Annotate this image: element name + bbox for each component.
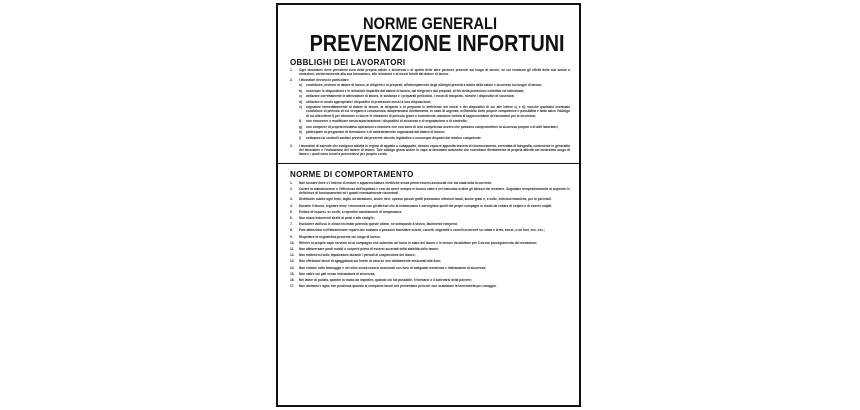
safety-notice-sign — [276, 3, 581, 407]
item-text: Escludere dall'uso le chiavi inclinate potendo queste ultime, se sottoposte a sforzo, facilmente rompersi; — [299, 222, 458, 227]
sub-letter: b) — [299, 88, 303, 93]
obblighi-list — [290, 68, 570, 156]
sub-item — [299, 83, 570, 87]
sub-list — [299, 83, 570, 139]
list-item — [290, 222, 570, 226]
item-text: Rispettare la segnaletica presente nel luogo di lavoro. — [299, 234, 381, 239]
sub-letter: d) — [299, 99, 303, 104]
sub-text: segnalare immediatamente al datore di lavoro, al dirigente o al preposto le deficienze dei mezzi e dei dispositivi di cui alle lettere c) e d), nonché qualsiasi eventuale condizione di pericolo di cui vengano a conoscenza, adoperandosi direttamente, in caso di urgenza, nell'ambito delle proprie competenze e possibilità e fatto salvo l'obbligo di cui alla lettera f) per eliminare o ridurre le situazioni di pericolo grave e incombente, dandone notizia al rappresentante dei lavoratori per la sicurezza; — [306, 105, 570, 118]
sub-letter: a) — [299, 83, 302, 88]
sub-letter: g) — [299, 124, 303, 129]
item-text: I lavoratori devono in particolare: — [299, 77, 350, 82]
item-text: Durante il lavoro, regolare bene i movimenti con gli attrezzi che al imbracciano e sorvegliare quelli dei propri compagni in modo da evitare di colpire o di essere colpiti. — [299, 203, 553, 208]
item-number: 13. — [290, 259, 295, 264]
list-item — [290, 247, 570, 251]
item-text: Fare attenzione nell'attraversare reparti ove sostano o possono transitare veicoli, carrelli, vagonetti o carrelli scorrenti su rotaie e terra, sense, o su funi, ecc. ecc.; — [299, 228, 545, 233]
item-text: Non attraversare ponti mobili o scoperti prima di essersi accertati della stabilità delle tavole; — [299, 246, 439, 251]
comportamento-list — [290, 181, 570, 288]
sub-item — [299, 89, 570, 93]
item-text: Evitare di esporsi, se scelti, a repentini cambiamenti di temperatura. — [299, 209, 403, 214]
item-number: 1. — [290, 180, 293, 185]
list-item — [290, 259, 570, 263]
sub-text: non rimuovere o modificare senza autorizzazione i dispositivi di sicurezza o di segnalazione o di controllo; — [306, 119, 468, 124]
sub-letter: c) — [299, 94, 302, 99]
list-item — [290, 144, 570, 156]
list-item — [290, 235, 570, 239]
item-number: 11. — [290, 246, 295, 251]
item-number: 8. — [290, 228, 293, 233]
section-heading-obblighi: OBBLIGHI DEI LAVORATORI — [290, 58, 406, 67]
item-number: 3. — [290, 143, 293, 148]
item-number: 4. — [290, 203, 293, 208]
sub-item — [299, 105, 570, 117]
sub-item — [299, 100, 570, 104]
sub-text: contribuire, insieme al datore di lavoro, ai dirigenti e ai preposti, all'adempimento degli obblighi previsti a tutela della salute e sicurezza sui luoghi di lavoro; — [306, 83, 543, 88]
item-number: 5. — [290, 209, 293, 214]
item-number: 14. — [290, 265, 295, 270]
list-item — [290, 241, 570, 245]
list-item — [290, 68, 570, 76]
item-text: Non toccare linee o l'interno di motori e apparecchiature elettriche senza prima essersi assicurati che sia stata tolta la corrente. — [299, 180, 493, 185]
list-item — [290, 272, 570, 276]
sub-item — [299, 119, 570, 123]
list-item — [290, 216, 570, 220]
item-number: 10. — [290, 240, 295, 245]
item-number: 15. — [290, 271, 295, 276]
list-item — [290, 228, 570, 232]
list-item — [290, 187, 570, 195]
list-item — [290, 78, 570, 82]
item-text: Riferire al proprio capo servizio ed al compagno che subentra nel turno lo stato del lavoro e le misure da adottare per il sicuro proseguimento del medesimo; — [299, 240, 538, 245]
item-text: Non usare indumenti stretti ai polsi e alle caviglie; — [299, 216, 375, 221]
sub-letter: i) — [299, 135, 301, 140]
item-number: 9. — [290, 234, 293, 239]
list-item — [290, 253, 570, 257]
sub-text: utilizzare correttamente le attrezzature di lavoro, le sostanze e i preparati pericolosi, i mezzi di trasporto, nonché i dispositivi di sicurezza; — [306, 94, 515, 99]
section-divider — [278, 163, 579, 164]
item-text: Ogni lavoratore deve prendersi cura della propria salute e sicurezza e di quella delle altre persone presenti sul luogo di lavoro, su cui ricadono gli effetti delle sue azioni o omissioni, conformemente alla sua formazione, alle istruzioni e ai mezzi forniti dal datore di lavoro. — [299, 68, 570, 77]
sub-item — [299, 136, 570, 140]
item-text: Distribuire subito ogni forte, taglio od abrasione, anche lievi; spesso piccoli graffi provocano infezioni locali, anche gravi e, a volte, infezioni tetaniche, per lo più letali. — [299, 197, 552, 202]
sub-letter: f) — [299, 119, 302, 124]
sub-item — [299, 130, 570, 134]
item-number: 16. — [290, 277, 295, 282]
item-number: 7. — [290, 222, 293, 227]
sub-letter: h) — [299, 130, 303, 135]
list-item — [290, 204, 570, 208]
list-item — [290, 266, 570, 270]
item-text: Non effettuare lavori di sgaggiatura sul fronte di cava se non debitamente assicurati alla fune; — [299, 259, 442, 264]
item-text: Curare la manutenzione e l'efficienza dell'impianto e così da avere sempre in buono stato e nel massimo ordine gli attrezzi del mestiere. Segnalare tempestivamente ai superiori le deficienze di funzionamento ed i guasti eventualmente riscontrati. — [299, 187, 570, 196]
sub-item — [299, 125, 570, 129]
list-item — [290, 278, 570, 282]
item-number: 2. — [290, 187, 293, 192]
sub-letter: e) — [299, 105, 302, 110]
item-text: Non entrare nelle tramoggie e nei silos senza essersi assicurati con fune di adeguata resistenza e imbracatura di sicurezza; — [299, 265, 487, 270]
list-item — [290, 284, 570, 288]
item-text: I lavoratori di aziende che svolgono attività in regime di appalto o subappalto, devono esporre apposita tessera di riconoscimento, corredata di fotografia, contenente le generalità del lavoratore e l'indicazione del datore di lavoro. Tale obbligo grava anche in capo ai lavoratori autonomi che esercitano direttamente la propria attività nel medesimo luogo di lavoro, i quali sono tenuti a provvedervi per proprio conto. — [299, 143, 570, 156]
list-item — [290, 197, 570, 201]
title-line-1: NORME GENERALI — [362, 14, 498, 33]
sub-text: sottoporsi ai controlli sanitari previsti dal presente decreto legislativo o comunque disposti dal medico competente. — [306, 135, 482, 140]
sub-text: osservare le disposizioni e le istruzioni impartite dal datore di lavoro, dai dirigenti e dai preposti, ai fini della protezione collettiva ed individuale; — [306, 88, 525, 93]
section-heading-comportamento: NORME DI COMPORTAMENTO — [290, 169, 414, 179]
sub-text: non compiere di propria iniziativa operazioni o manovre che non sono di loro competenza ovvero che possono compromettere la sicurezza propria o di altri lavoratori; — [306, 124, 559, 129]
item-number: 2. — [290, 77, 293, 82]
item-number: 12. — [290, 253, 295, 258]
item-text: Non salire sui pali senza imbracatura di sicurezza; — [299, 271, 376, 276]
item-number: 6. — [290, 216, 293, 221]
list-item — [290, 181, 570, 185]
item-number: 1. — [290, 68, 293, 73]
sub-text: utilizzare in modo appropriato i dispositivi di protezione messi a loro disposizione; — [306, 99, 432, 104]
item-text: Non distrarsi e agire con prudenza quando si compiono lavori che presentano pericoli: non scambiare la temerarietà per coraggio. — [299, 284, 497, 289]
sub-text: partecipare ai programmi di formazione e di addestramento organizzati dal datore di lavoro; — [306, 130, 445, 135]
item-number: 3. — [290, 197, 293, 202]
item-text: Non trattenersi sulle impalcature durante i periodi di sospensione del lavoro; — [299, 253, 416, 258]
item-number: 17. — [290, 284, 295, 289]
sub-item — [299, 94, 570, 98]
list-item — [290, 210, 570, 214]
title-line-2: PREVENZIONE INFORTUNI — [309, 30, 565, 56]
item-text: Nei lavori di pulizia, sparare in modo da impedire, quando ciò sia possibile, il formarsi o il sollevarsi della polvere; — [299, 277, 472, 282]
